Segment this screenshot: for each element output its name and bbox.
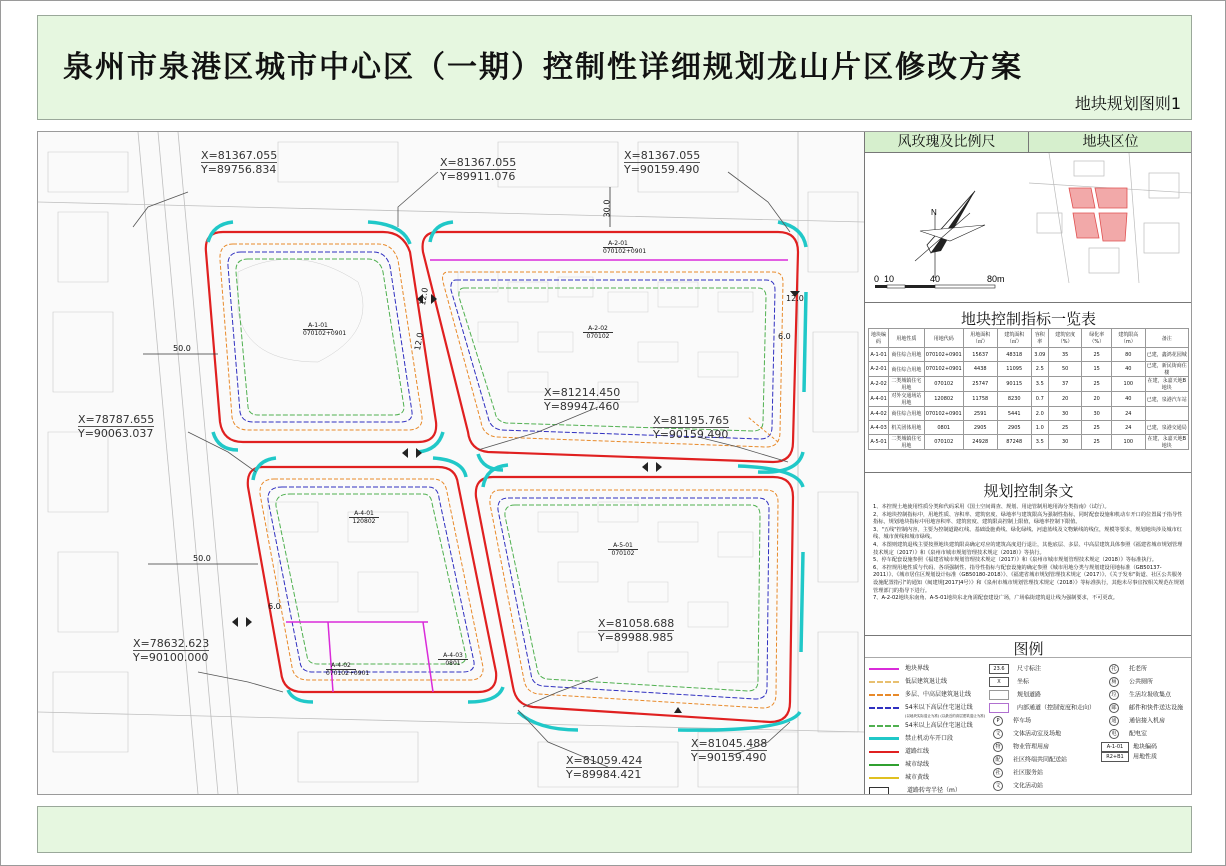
coord-label: X=81367.055 Y=89756.834 [201,149,278,176]
legend-item: 配 社区终端共同配送站 [993,755,1067,765]
north-label: N [931,208,937,217]
index-table-title: 地块控制指标一览表 [960,310,1096,328]
table-header-row [869,329,1189,348]
legend-title: 图例 [1013,640,1044,658]
legend-item: 文 文化活动站 [993,781,1043,791]
table-header-cell: 建筑密度（%） [1048,329,1082,348]
coord-label: X=81058.688 Y=89988.985 [598,617,675,644]
clause-item: 3、"五线"控制内容，主要为控制道路红线、基础设施黄线、绿化绿线、河道蓝线及文物紫线的线位，规模等要求，规划地块涉及城市红线、城市黄线和城市绿线。 [873,526,1182,541]
legend-item: R2+B1 用地性质 [1101,752,1157,762]
coord-label: X=81214.450 Y=89947.460 [544,386,621,413]
table-row: A-5-01 二类城镇住宅用地 070102 24928 87248 3.5 30 25 100 在建，永嘉天地B地块 [869,435,1189,450]
table-header-cell: 绿化率（%） [1082,329,1112,348]
setback-label: 12.0 [412,331,425,352]
plan-map [38,132,864,794]
legend-item: 托 托老所 [1109,664,1147,674]
info-panel [864,132,1192,794]
block-label: A-4-01 120802 [349,510,379,525]
legend-item: 电 配电室 [1109,729,1147,739]
block-label: A-4-02 070102+0901 [326,662,370,677]
table-header-cell: 建筑面积（㎡） [997,329,1031,348]
table-header-cell: 容积率 [1031,329,1048,348]
road-width-label: 50.0 [173,344,191,353]
clause-item: 2、本地块控制指标中，用地性质、容积率、建筑密度、绿地率与建筑限高为强制性指标，同时配套设施和机动车开口的位置属于指导性指标，规划地块指标中用地容积率、建筑密度、建筑限高控制上限值，绿地率控制下限值。 [873,511,1183,526]
legend-item: 禁止机动车开口段 [869,734,953,744]
legend-item: 邮 邮件和快件送达设施 [1109,703,1183,713]
legend-item: P 停车场 [993,716,1031,726]
setback-label: 6.0 [778,332,791,341]
table-header-cell: 备注 [1145,329,1188,348]
road-width-label: 50.0 [193,554,211,563]
table-row: A-4-01 对外交通场站用地 120802 11758 8230 0.7 20 20 40 已建，泉港汽车站 [870,393,1187,406]
legend-item: A-1-01 地块编码 [1101,742,1157,752]
block-a-1-01-lines [206,222,443,452]
clauses-list [873,504,1185,603]
block-a-5-lines [476,465,803,730]
block-label: A-2-01 070102+0901 [603,240,647,255]
legend-item: 道路转弯半径（m） [869,786,961,795]
location-map [1029,153,1192,283]
coord-label: X=81367.055 Y=89911.076 [440,156,517,183]
table-row: A-2-02 二类城镇住宅用地 070102 25747 90115 3.5 37 25 100 在建，永嘉天地B地块 [869,377,1189,392]
legend-item: 厕 公共厕所 [1109,677,1153,687]
legend-item: 社 社区服务站 [993,768,1043,778]
legend-item: 低层建筑退让线 [869,677,947,687]
legend-item: 道路红线 [869,747,929,757]
table-row: A-4-02 商住综合用地 070102+0901 2591 5441 2.0 30 30 24 [869,407,1189,421]
legend-item: 23.6 尺寸标注 [989,664,1041,674]
clause-item: 4、本图则建筑退线主要按照地块建筑限高确定对应的建筑高度进行退让，其他底层、多层、中高层建筑具体参照《福建省城市规划管理技术规定（2017）》和《泉州市城市规划管理技术规定（2018）》等执行。 [873,541,1183,556]
block-label: A-4-03 0801 [438,652,468,667]
footer-banner [37,806,1192,853]
table-row: A-1-01 商住综合用地 070102+0901 15637 48318 3.09 35 25 80 已建，鑫鸿花园城 [869,348,1189,362]
scale-label: 40 [930,274,941,284]
coord-label: X=81195.765 Y=90159.490 [653,414,730,441]
legend-item: 物 物业管理用房 [993,742,1049,752]
setback-label: 12.0 [786,294,804,303]
index-table [868,328,1189,450]
legend-item: X 坐标 [989,677,1029,687]
dimension-lines [143,187,610,564]
legend-item: 城市绿线 [869,760,929,770]
coord-label: X=81059.424 Y=89984.421 [566,754,643,781]
coord-label: X=78787.655 Y=90063.037 [78,413,155,440]
table-row: A-2-01 商住综合用地 070102+0901 4438 11095 2.5 50 15 40 已建，新民街商住楼 [870,363,1187,376]
coord-label: X=81367.055 Y=90159.490 [624,149,701,176]
table-header-cell: 地块编码 [869,329,889,348]
clause-item: 5、停车配套设施参照《福建省城市规划管理技术规定（2017）》和《泉州市城市规划管理技术规定（2018）》等标准执行。 [873,557,1157,564]
block-label: A-2-02 070102 [583,325,613,340]
clause-item: 6、本控规用地性质与代码、各项强制性、指导性指标与配套设施的确定参照《城市用地分类与规划建设用地标准（GB50137-2011）》、《城市居住区规划设计标准（GB50180-2018）》、《福建省城市规划管理技术规定（2017）》、《关于发布"街道、社区公共服务设施配置指引"的通知（闽建规[2017]4号）》和《泉州市城市规划管理技术规定（2018）》等标准执行，其他未尽事宜按相关规范在规划管理部门的指导下进行。 [873,564,1185,594]
legend-item: 城市黄线 [869,773,929,783]
legend-item: 地块界线 [869,664,929,674]
scale-label: 10 [884,274,895,284]
block-label: A-1-01 070102+0901 [303,322,347,337]
legend-item: 54米以下高层住宅退让线 [869,703,973,713]
page-title: 泉州市泉港区城市中心区（一期）控制性详细规划龙山片区修改方案 [63,50,1023,85]
legend-item: 文 文体活动室及场地 [993,729,1061,739]
legend-subnote: (以地块实际退让为准) (以最近的高层建筑退让为准) [905,714,986,718]
coord-label: X=81045.488 Y=90159.490 [691,737,768,764]
table-header-cell: 用地性质 [889,329,925,348]
clause-item: 7、A-2-02地块东南角、A-5-01地块东北角需配套建设广场，广场临街建筑退让线为强制要求，不可更改。 [873,595,1118,602]
clause-item: 1、本控规土地使用性质分类和代码采用《国土空间调查、规划、用途管制用地用海分类指南》（试行）。 [873,504,1110,510]
block-label: A-5-01 070102 [608,542,638,557]
page-subtitle: 地块规划图则1 [1074,94,1181,113]
setback-label: 6.0 [268,602,281,611]
table-header-cell: 建筑限高（m） [1111,329,1145,348]
setback-label: 12.0 [417,286,430,307]
legend-item: 多层、中高层建筑退让线 [869,690,971,700]
legend-item: 通 通信接入机房 [1109,716,1165,726]
legend-item: 垃 生活垃圾收集点 [1109,690,1171,700]
compass-header: 风玫瑰及比例尺 [865,132,1029,153]
title-banner [37,15,1192,120]
table-row: A-4-03 机关团体用地 0801 2905 2905 1.0 25 25 24 已建，泉港交通局 [869,421,1189,435]
block-a-2-lines [423,222,806,472]
table-header-cell: 用地代码 [924,329,963,348]
table-header-cell: 用地面积（㎡） [963,329,997,348]
clauses-title: 规划控制条文 [983,482,1074,500]
road-width-label: 30.0 [602,199,612,218]
map-frame [37,131,1192,795]
compass-scale [865,153,1028,298]
legend-item: 内部通道（控制宽度和走向） [989,703,1095,713]
coord-label: X=78632.623 Y=90100.000 [133,637,210,664]
location-header: 地块区位 [1029,132,1192,153]
legend-item: 规划道路 [989,690,1041,700]
scale-label: 80m [987,274,1005,284]
scale-label: 0 [874,274,880,284]
legend-item: 54米以上高层住宅退让线 [869,721,973,731]
